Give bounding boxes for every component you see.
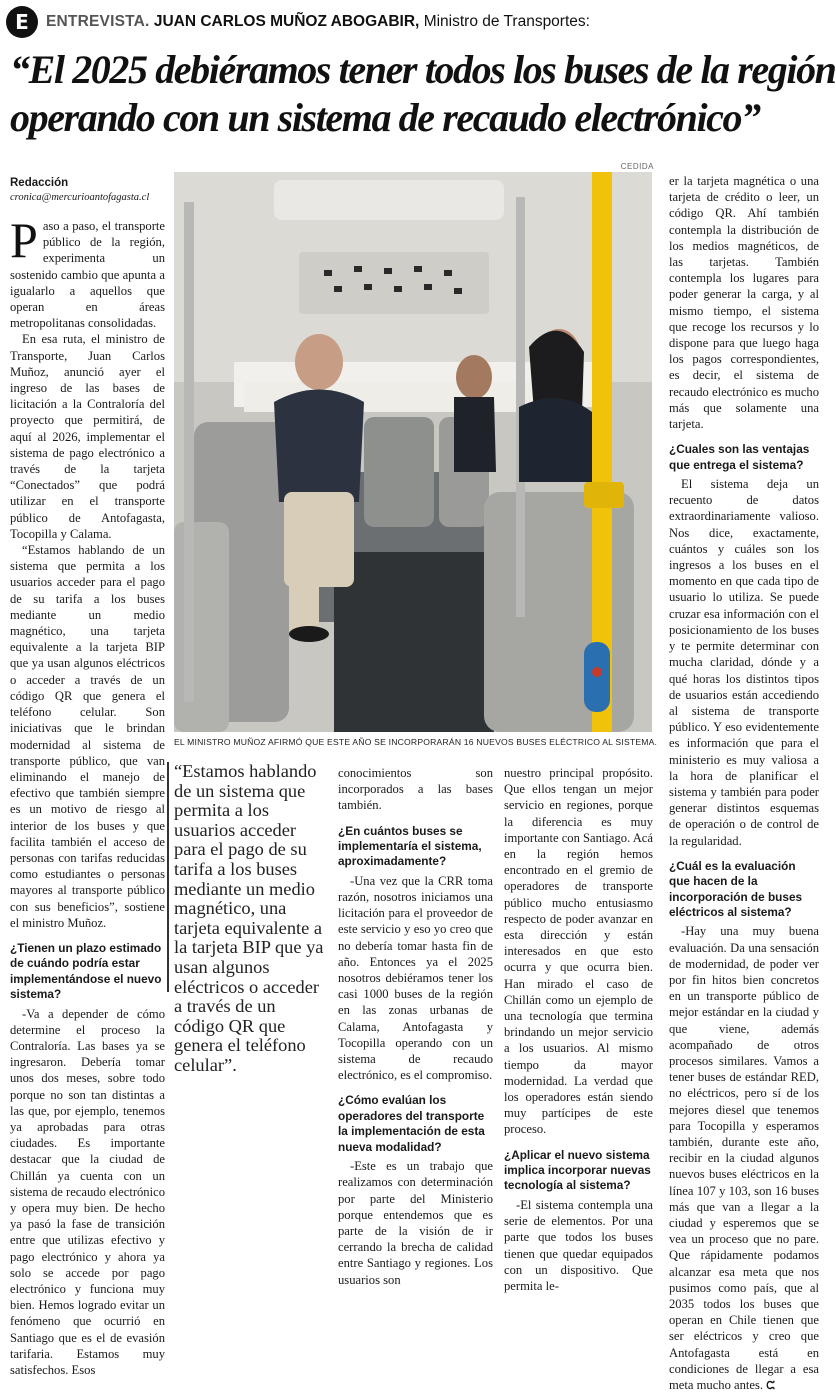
answer-1: -Va a depender de cómo determine el proceso la Contraloría. Las bases ya se ingresaron. Debería tomar unos dos meses, sobre todo porque no son tan distintas a las que, por ejemplo, tenemos ya aprobadas para otras ciudades. Es importante destacar que la ciudad de Chillán ya cuenta con un sistema de recaudo electrónico y opera muy bien. De hecho ya pasó la fase de transición entre que utilizas efectivo y pago electrónico y ahora ya solo se accede por pago electrónico y funciona muy bien. Hemos logrado evitar un fenómeno que ocurrió en Santiago que es el de evasión tarifaria. Estamos muy satisfechos. Esos — [10, 1006, 165, 1378]
photo-caption: EL MINISTRO MUÑOZ AFIRMÓ QUE ESTE AÑO SE INCORPORARÁN 16 NUEVOS BUSES ELÉCTRICO AL SISTEMA. — [174, 737, 658, 747]
article-column-1 — [10, 212, 165, 1378]
article-paragraph-1: Paso a paso, el transporte público de la región, experimenta un sostenido cambio que apunta a igualarlo a aquellos que operan en áreas metropolitanas consolidadas. — [10, 212, 165, 331]
column-3-continuation: nuestro principal propósito. Que ellos tengan un mejor servicio en regiones, porque la diferencia es muy importante con Santiago. Acá en la región hemos encontrado en el gremio de operadores de transporte público mucho entusiasmo respecto de poder avanzar en esta dirección y están interesados en que esto ocurra y que ocurra bien. Han mirado el caso de Chillán como un ejemplo de una tecnología que termina brindando un mejor servicio a los usuarios. Al mismo tiempo da mayor modernidad. La verdad que los operadores están siendo muy partícipes de este proceso. — [504, 766, 653, 1137]
answer-2: -Una vez que la CRR toma razón, nosotros iniciamos una licitación para el proveedor de este servicio y eso yo creo que no debería tomar hasta fin de año. Entonces ya el 2025 nosotros debiéramos tener los casi 1000 buses de la región en las zonas urbanas de Calama, Antofagasta y Tocopilla operando con un sistema de recaudo electrónico, es el compromiso. — [338, 873, 493, 1083]
section-label: ENTREVISTA. — [46, 13, 150, 30]
dropcap: P — [10, 212, 38, 268]
interviewee-role: Ministro de Transportes: — [423, 13, 590, 30]
headline — [10, 46, 836, 142]
article-paragraph-3: “Estamos hablando de un sistema que permita a los usuarios acceder para el pago de su tarifa a los buses mediante un medio magnético, una tarjeta equivalente a la tarjeta BIP que ya usan algunos eléctricos o acceder a través de un código QR que genera el teléfono celular. Son iniciativas que le brindan modernidad al sistema de transporte público, que van eliminando el manejo de efectivo que también siempre es un motivo de riesgo al interior de los buses y que facilita también el acceso de personas con tarifas reducidas como estudiantes o personas mayores al transporte público con sus beneficios”, sostiene el ministro Muñoz. — [10, 543, 165, 930]
article-column-2 — [338, 765, 493, 1288]
question-2: ¿En cuántos buses se implementaría el sistema, aproximadamente? — [338, 823, 482, 869]
article-paragraph-2: En esa ruta, el ministro de Transporte, Juan Carlos Muñoz, anunció ayer el ingreso de las bases de licitación a la Contraloría del proyecto que permitirá, de aquí al 2026, implementar el sistema de pago electrónico a través de la tarjeta “Conectados” que podrá utilizar en el transporte público de Antofagasta, Tocopilla y Calama. — [10, 332, 165, 541]
article-kicker — [6, 6, 590, 38]
article-photo — [174, 172, 652, 732]
answer-3: -Este es un trabajo que realizamos con determinación por parte del Ministerio porque entendemos que es parte de la visión de ir cerrando la brecha de calidad entre Santiago y regiones. Los usuarios son — [338, 1159, 493, 1287]
kicker-text — [46, 13, 590, 31]
column-2-continuation: conocimientos son incorporados a las bases también. — [338, 766, 493, 813]
end-mark-icon: ᙅ — [766, 1379, 776, 1393]
byline — [10, 177, 170, 203]
headline-line-1: “El 2025 debiéramos tener todos los buses de la región — [10, 47, 836, 92]
photo-credit: CEDIDA — [620, 162, 654, 171]
question-6: ¿Cuál es la evaluación que hacen de la incorporación de buses eléctricos al sistema? — [669, 858, 803, 919]
question-4: ¿Aplicar el nuevo sistema implica incorporar nuevas tecnología al sistema? — [504, 1147, 651, 1193]
byline-email: cronica@mercurioantofagasta.cl — [10, 192, 150, 203]
bus-interior-illustration — [174, 172, 652, 732]
question-5: ¿Cuales son las ventajas que entrega el sistema? — [669, 442, 810, 472]
article-column-4 — [669, 173, 819, 1394]
byline-author: Redacción — [10, 177, 69, 189]
headline-line-2: operando con un sistema de recaudo electrónico” — [10, 95, 760, 140]
question-1: ¿Tienen un plazo estimado de cuándo podría estar implementándose el nuevo sistema? — [10, 940, 162, 1002]
column-4-continuation: er la tarjeta magnética o una tarjeta de crédito o leer, un código QR. Ahí también contempla la distribución de los medios magnéticos, de las tarjetas. También contempla los lugares para poder generar la carga, y al mismo tiempo, el sistema que recoge los recursos y lo dispone para que luego haga los pagos correspondientes, es decir, el sistema de recaudo electrónico es mucho más que solamente una tarjeta. — [669, 174, 820, 432]
answer-4: -El sistema contempla una serie de elementos. Por una parte que todos los buses tienen que quedar equipados con un dispositivo. Que permita le- — [504, 1197, 653, 1293]
answer-6: -Hay una muy buena evaluación. Da una sensación de modernidad, de poder ver por fin hitos bien concretos en un transporte público de mejor estándar en la ciudad y que viene, además acompañado de otros procesos similares. Vamos a tener buses de estándar RED, no eléctricos, pero sí de los mejores diesel que tenemos para Tocopilla y esperamos también, durante este año, recibir en la ciudad algunos nuevos buses eléctricos en la línea 107 y 103, son 16 buses más que van a llegar a la ciudad y esperemos que se vea un proceso que no pare. Que rápidamente podamos alcanzar esa meta que nos pusimos como país, que al 2035 todos los buses que operan en Chile tienen que ser eléctricos y creo que Antofagasta está en condiciones de llegar a esa meta mucho antes. ᙅ — [669, 924, 819, 1393]
interviewee-name: JUAN CARLOS MUÑOZ ABOGABIR, — [153, 13, 420, 30]
pull-quote: “Estamos hablando de un sistema que permita a los usuarios acceder para el pago de su tarifa a los buses mediante un medio magnético, una tarjeta equivalente a la tarjeta BIP que ya usan algunos eléctricos o acceder a través de un código QR que genera el teléfono celular”. — [174, 761, 324, 1075]
section-badge-icon: E — [6, 6, 38, 38]
question-3: ¿Cómo evalúan los operadores del transporte la implementación de esta nueva modalidad? — [338, 1093, 485, 1154]
answer-5: El sistema deja un recuento de datos extraordinariamente valioso. Nos dice, exactamente, cuántos y cuáles son los ingresos a los buses en el momento en que cada tipo de usuario lo utiliza. Se puede cruzar esa información con el posicionamiento de los buses y te permite determinar con mucha claridad, dónde y a qué horas los distintos tipos de usuarios están accediendo al sistema de transporte público. Y eso evidentemente es información que para el ministerio es muy valiosa a la hora de planificar el sistema y también para poder generar distintos esquemas de operación o de control de la regularidad. — [669, 477, 819, 848]
article-column-3 — [504, 765, 653, 1294]
